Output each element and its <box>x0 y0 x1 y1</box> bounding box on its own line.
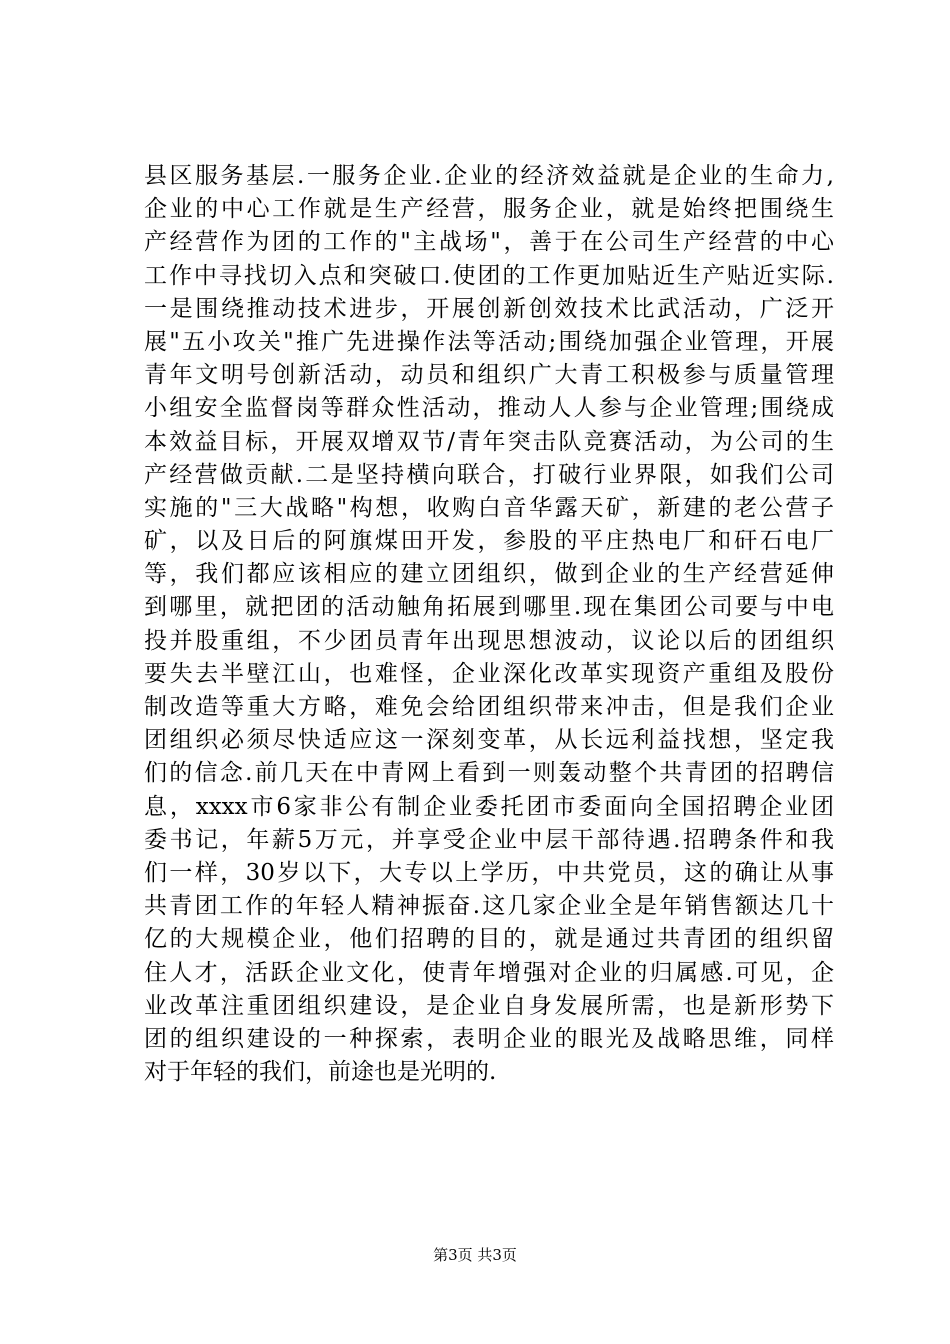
text-line: 们一样，30岁以下，大专以上学历，中共党员，这的确让从事 <box>144 859 834 886</box>
text-line: 矿，以及日后的阿旗煤田开发，参股的平庄热电厂和矸石电厂 <box>144 528 834 555</box>
text-line: 县区服务基层.一服务企业.企业的经济效益就是企业的生命力, <box>144 163 834 189</box>
text-line: 们的信念.前几天在中青网上看到一则轰动整个共青团的招聘信 <box>144 760 834 787</box>
text-line: 业改革注重团组织建设，是企业自身发展所需，也是新形势下 <box>144 992 834 1019</box>
text-line: 产经营做贡献.二是坚持横向联合，打破行业界限，如我们公司 <box>144 461 834 488</box>
text-line: 对于年轻的我们，前途也是光明的. <box>144 1059 497 1086</box>
text-line: 到哪里，就把团的活动触角拓展到哪里.现在集团公司要与中电 <box>144 594 834 621</box>
text-line: 等，我们都应该相应的建立团组织，做到企业的生产经营延伸 <box>144 561 834 588</box>
text-line: 青年文明号创新活动，动员和组织广大青工积极参与质量管理 <box>144 362 834 389</box>
text-line: 企业的中心工作就是生产经营，服务企业，就是始终把围绕生 <box>144 196 834 223</box>
text-line: 住人才，活跃企业文化，使青年增强对企业的归属感.可见，企 <box>144 959 834 986</box>
text-line: 实施的"三大战略"构想，收购白音华露天矿，新建的老公营子 <box>144 494 834 521</box>
text-line: 要失去半壁江山，也难怪，企业深化改革实现资产重组及股份 <box>144 660 834 687</box>
text-line: 制改造等重大方略，难免会给团组织带来冲击，但是我们企业 <box>144 694 834 720</box>
body-text <box>144 160 834 1089</box>
text-line: 小组安全监督岗等群众性活动，推动人人参与企业管理;围绕成 <box>144 395 834 422</box>
text-line: 委书记，年薪5万元，并享受企业中层干部待遇.招聘条件和我 <box>144 826 834 853</box>
text-line: 共青团工作的年轻人精神振奋.这几家企业全是年销售额达几十 <box>144 893 834 920</box>
text-line: 团的组织建设的一种探索，表明企业的眼光及战略思维，同样 <box>144 1025 834 1052</box>
text-line: 投并股重组，不少团员青年出现思想波动，议论以后的团组织 <box>144 627 834 654</box>
page-footer <box>0 1245 950 1265</box>
text-line: 团组织必须尽快适应这一深刻变革，从长远利益找想，坚定我 <box>144 727 834 754</box>
text-line: 产经营作为团的工作的"主战场"，善于在公司生产经营的中心 <box>144 229 834 256</box>
text-line: 息，xxxx市6家非公有制企业委托团市委面向全国招聘企业团 <box>144 793 834 820</box>
text-line: 亿的大规模企业，他们招聘的目的，就是通过共青团的组织留 <box>144 926 834 953</box>
text-line: 展"五小攻关"推广先进操作法等活动;围绕加强企业管理，开展 <box>144 328 834 355</box>
text-line: 工作中寻找切入点和突破口.使团的工作更加贴近生产贴近实际. <box>144 262 834 289</box>
page-number: 第3页 共3页 <box>433 1246 517 1264</box>
text-line: 本效益目标，开展双增双节/青年突击队竞赛活动，为公司的生 <box>144 428 834 455</box>
text-line: 一是围绕推动技术进步，开展创新创效技术比武活动，广泛开 <box>144 295 834 322</box>
